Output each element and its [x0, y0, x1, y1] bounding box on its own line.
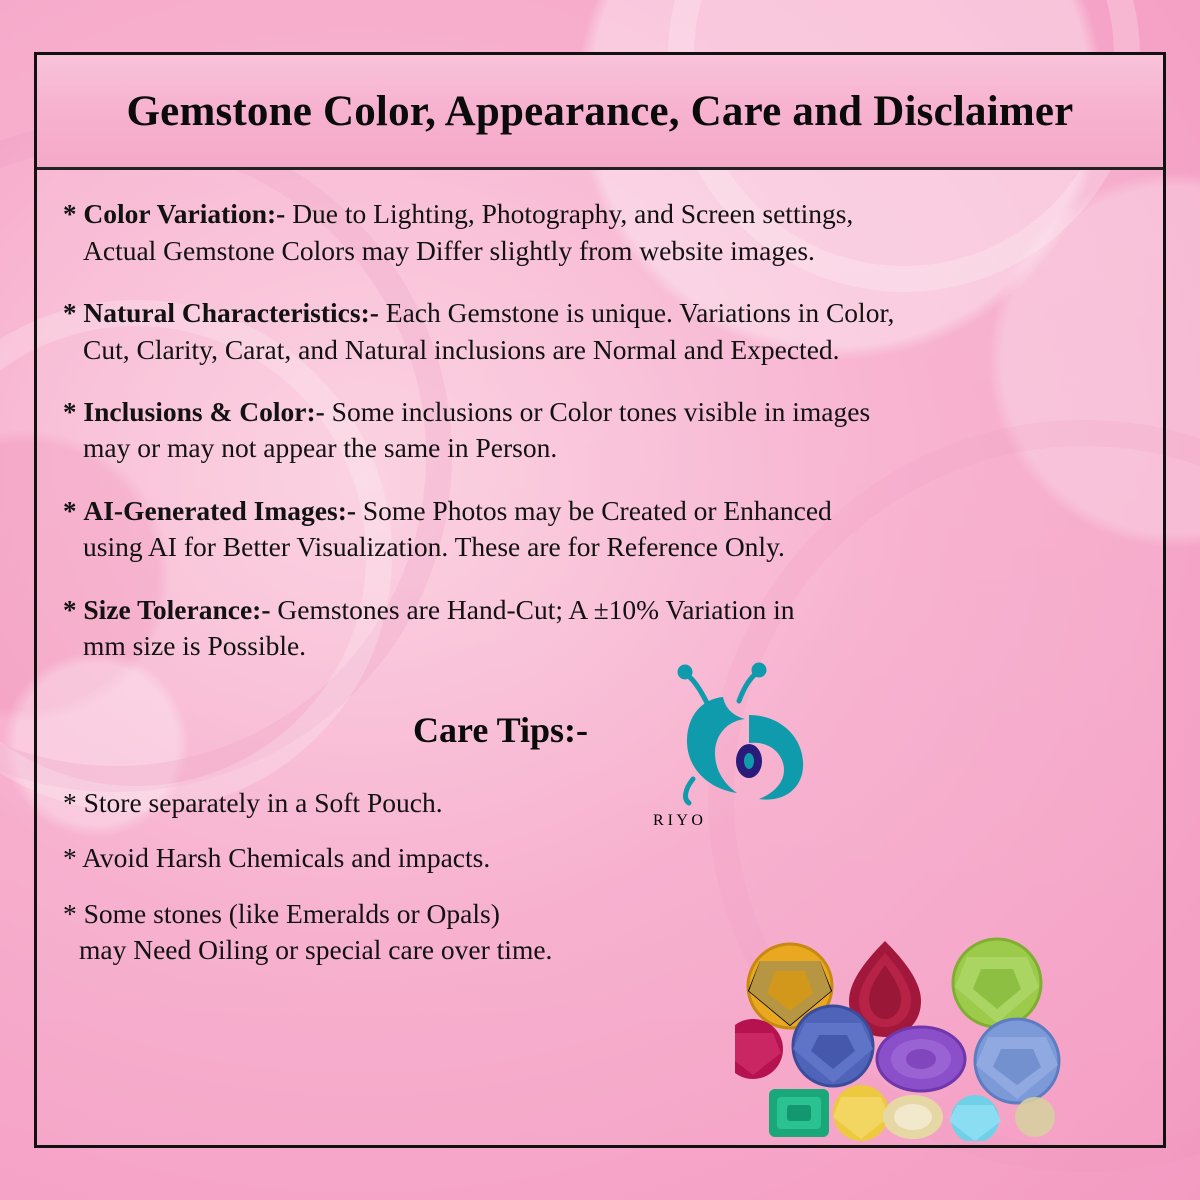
bullet-text-line1: Gemstones are Hand-Cut; A ±10% Variation in [270, 593, 795, 625]
page-title: Gemstone Color, Appearance, Care and Disclaimer [126, 87, 1074, 135]
bullet-text-line2: may or may not appear the same in Person. [83, 432, 558, 464]
list-item [63, 394, 1137, 467]
bullet-label: Color Variation:- [83, 198, 286, 229]
gemstone-cluster-image [735, 931, 1155, 1141]
bullet-text-line2: Cut, Clarity, Carat, and Natural inclusions are Normal and Expected. [83, 333, 840, 365]
bullet-label: AI-Generated Images:- [83, 494, 357, 526]
bullet-text-line2: mm size is Possible. [83, 630, 307, 662]
list-item [63, 295, 1137, 368]
bullet-marker: * [63, 898, 77, 930]
list-item [63, 896, 763, 968]
bullet-text-line2: using AI for Better Visualization. These are for Reference Only. [83, 531, 785, 563]
bullet-text-line1: Each Gemstone is unique. Variations in Color, [378, 296, 895, 328]
gem-sapphire [793, 1006, 873, 1086]
bullet-marker: * [63, 199, 77, 229]
list-item [63, 196, 1137, 269]
care-text: Some stones (like Emeralds or Opals) [83, 898, 500, 930]
bullet-marker: * [63, 842, 77, 874]
gem-yellow-citrine [833, 1085, 889, 1141]
bullet-text-line1: Some Photos may be Created or Enhanced [356, 494, 832, 526]
gem-rhodolite [735, 1019, 783, 1079]
list-item [63, 840, 763, 876]
bullet-text-line2: Actual Gemstone Colors may Differ slightly from website images. [83, 234, 815, 266]
care-text: Store separately in a Soft Pouch. [83, 786, 443, 818]
gem-smoky [1015, 1097, 1055, 1137]
list-item [63, 592, 1137, 665]
bullet-marker: * [63, 396, 77, 427]
care-tips-heading: Care Tips:- [413, 709, 589, 750]
list-item [63, 493, 1137, 566]
bullet-label: Inclusions & Color:- [83, 395, 325, 427]
brand-logo [653, 657, 1153, 829]
disclaimer-card [34, 52, 1166, 1148]
bullet-marker: * [63, 297, 77, 328]
bullet-marker: * [63, 594, 77, 625]
bullet-label: Size Tolerance:- [83, 593, 271, 625]
gem-champagne [883, 1095, 943, 1139]
care-text-line2: may Need Oiling or special care over time. [79, 933, 553, 965]
title-band [37, 55, 1163, 170]
gem-blue-topaz [975, 1019, 1059, 1103]
bullet-label: Natural Characteristics:- [83, 296, 379, 328]
bullet-text-line1: Some inclusions or Color tones visible in images [324, 395, 871, 427]
bullet-text-line1: Due to Lighting, Photography, and Screen settings, [285, 198, 854, 229]
card-body [37, 170, 1163, 968]
peacock-logo-icon [653, 657, 1153, 807]
brand-name: R I Y O [653, 811, 703, 829]
gem-peridot [953, 939, 1041, 1027]
gem-aquamarine [949, 1095, 1001, 1141]
gem-emerald [769, 1089, 829, 1137]
gem-amethyst [877, 1027, 965, 1091]
bullet-marker: * [63, 786, 77, 818]
bullet-marker: * [63, 495, 77, 526]
care-text: Avoid Harsh Chemicals and impacts. [82, 842, 491, 874]
